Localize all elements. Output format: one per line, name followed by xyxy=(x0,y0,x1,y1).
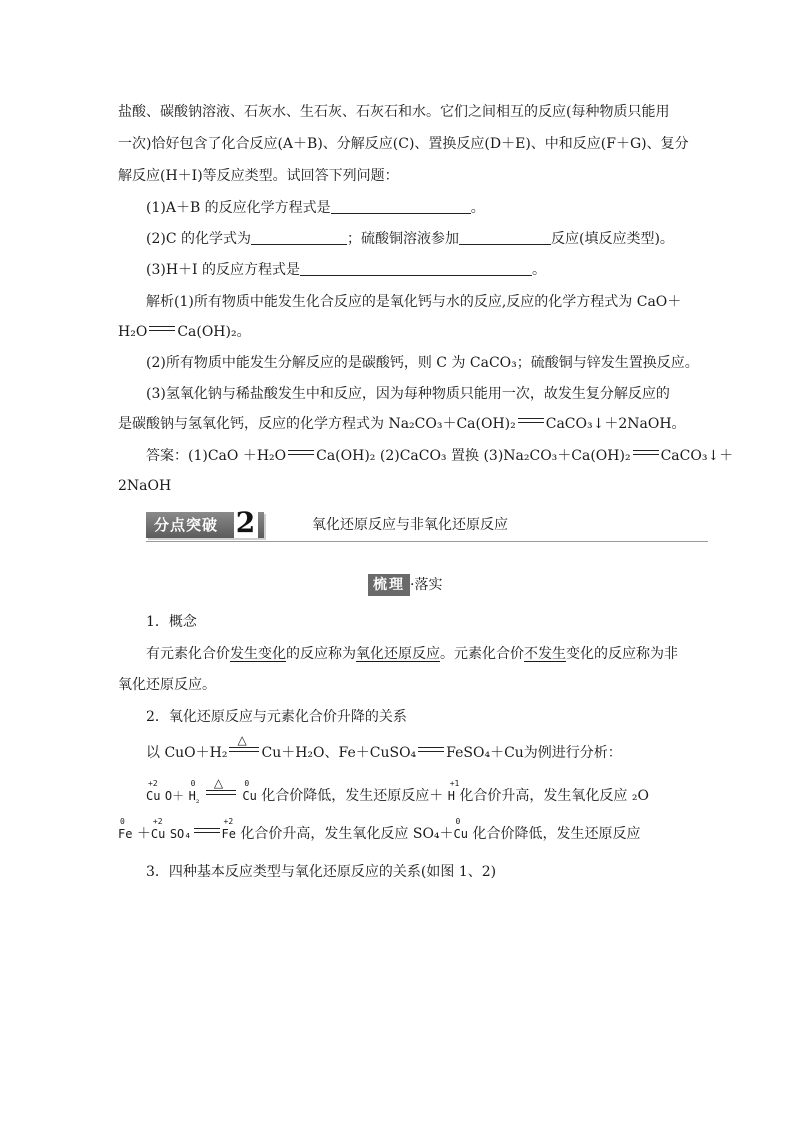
reaction-analysis-2 xyxy=(118,817,678,844)
fe-valence-0: 0 Fe xyxy=(118,817,133,841)
answer-mid: Ca(OH)₂ (2)CaCO₃ 置换 (3)Na₂CO₃＋Ca(OH)₂ xyxy=(316,448,631,464)
equals-sign xyxy=(194,825,220,837)
section-badge xyxy=(146,506,264,539)
concept-heading: 1．概念 xyxy=(146,614,197,630)
relation-example-suffix: FeSO₄＋Cu为例进行分析： xyxy=(446,745,622,761)
reaction-2-plus: ＋ xyxy=(136,826,151,842)
analysis-1b-right: Ca(OH)₂。 xyxy=(177,324,251,340)
concept-text-d: 变化的反应称为非 xyxy=(566,646,678,662)
concept-text-a: 有元素化合价 xyxy=(146,646,230,662)
heat-equals-sign xyxy=(206,776,236,799)
intro-line-3: 解反应(H＋I)等反应类型。试回答下列问题： xyxy=(118,168,399,184)
subsection-tag-box: 梳理 xyxy=(368,574,410,596)
subsection-tag xyxy=(368,574,442,596)
reaction-1-text: 化合价降低，发生还原反应＋ xyxy=(261,788,444,804)
analysis-1b-left: H₂O xyxy=(118,324,148,340)
relation-example-mid: Cu＋H₂O、Fe＋CuSO₄ xyxy=(261,745,417,761)
types-heading: 3．四种基本反应类型与氧化还原反应的关系(如图 1、2) xyxy=(146,864,497,880)
intro-line-2: 一次)恰好包含了化合反应(A＋B)、分解反应(C)、置换反应(D＋E)、中和反应(F＋G)、复分 xyxy=(118,136,689,152)
concept-underline-2: 氧化还原反应 xyxy=(356,646,440,662)
q1-answer-blank[interactable] xyxy=(331,199,471,214)
q2-answer-blank-2[interactable] xyxy=(459,230,551,245)
analysis-3b-right: CaCO₃↓＋2NaOH。 xyxy=(545,416,686,432)
intro-line-1: 盐酸、碳酸钠溶液、石灰水、生石灰、石灰石和水。它们之间相互的反应(每种物质只能用 xyxy=(118,104,670,120)
concept-paragraph xyxy=(146,644,706,664)
heat-equals-sign xyxy=(229,733,259,756)
section-divider xyxy=(146,541,708,542)
cu-valence-plus2: +2 Cu xyxy=(150,817,166,841)
concept-paragraph-cont: 氧化还原反应。 xyxy=(118,677,216,693)
q2-suffix: 反应(填反应类型)。 xyxy=(551,231,674,247)
q3-prefix: (3)H＋I 的反应方程式是 xyxy=(146,262,301,278)
reaction-2-text: 化合价升高，发生氧化反应 SO₄＋ xyxy=(240,826,454,842)
reaction-1-o: O＋ xyxy=(164,789,185,803)
h-subscript: ₂ xyxy=(195,796,200,806)
reaction-2-so4: SO₄ xyxy=(169,827,192,841)
q2-prefix: (2)C 的化学式为 xyxy=(146,231,251,247)
section-banner xyxy=(146,506,708,542)
q2-answer-blank-1[interactable] xyxy=(251,230,347,245)
analysis-3-cont xyxy=(118,414,686,434)
answer-left: 答案：(1)CaO ＋H₂O xyxy=(146,448,287,464)
cu-valence-0: 0 Cu xyxy=(242,779,257,803)
reaction-analysis-1 xyxy=(146,776,706,806)
concept-underline-1: 发生变化 xyxy=(230,646,286,662)
equals-sign xyxy=(288,447,314,459)
concept-text-c: 。元素化合价 xyxy=(440,646,524,662)
equals-sign xyxy=(518,415,544,427)
answer-line-2: 2NaOH xyxy=(118,478,172,494)
question-1 xyxy=(146,198,706,218)
section-title: 氧化还原反应与非氧化还原反应 xyxy=(312,517,508,533)
equals-sign xyxy=(633,447,659,459)
answer-right: CaCO₃↓＋ xyxy=(660,448,734,464)
analysis-1: 解析(1)所有物质中能发生化合反应的是氧化钙与水的反应,反应的化学方程式为 CaO＋ xyxy=(146,294,682,310)
relation-example xyxy=(146,733,706,763)
question-3 xyxy=(146,260,706,280)
cu-valence-plus2: +2 Cu xyxy=(146,779,161,803)
concept-text-b: 的反应称为 xyxy=(286,646,356,662)
reaction-1-text-2: 化合价升高，发生氧化反应 ₂O xyxy=(459,788,649,804)
relation-example-prefix: 以 CuO＋H₂ xyxy=(146,745,228,761)
section-badge-text: 分点突破 xyxy=(154,516,219,534)
relation-heading: 2．氧化还原反应与元素化合价升降的关系 xyxy=(146,709,407,725)
equals-sign xyxy=(418,744,444,756)
concept-underline-3: 不发生 xyxy=(524,646,566,662)
q3-suffix: 。 xyxy=(532,262,547,278)
answer-line xyxy=(146,446,734,466)
h-valence-0: 0 H xyxy=(188,779,196,803)
q2-mid: ；硫酸铜溶液参加 xyxy=(347,231,459,247)
heat-triangle-icon: △ xyxy=(213,776,224,790)
analysis-3b-left: 是碳酸钠与氢氧化钙，反应的化学方程式为 Na₂CO₃＋Ca(OH)₂ xyxy=(118,416,516,432)
reaction-2-text-2: 化合价降低，发生还原反应 xyxy=(472,826,641,842)
section-badge-number: 2 xyxy=(235,506,257,539)
fe-valence-plus2: +2 Fe xyxy=(221,817,236,841)
analysis-3: (3)氢氧化钠与稀盐酸发生中和反应，因为每种物质只能用一次，故发生复分解反应的 xyxy=(146,386,670,402)
analysis-2: (2)所有物质中能发生分解反应的是碳酸钙，则 C 为 CaCO₃；硫酸铜与锌发生置换反应。 xyxy=(146,355,699,371)
q1-suffix: 。 xyxy=(470,200,485,216)
analysis-1-cont xyxy=(118,322,678,342)
q3-answer-blank[interactable] xyxy=(300,261,532,276)
q1-prefix: (1)A＋B 的反应化学方程式是 xyxy=(146,200,331,216)
subsection-tag-rest: ·落实 xyxy=(410,577,443,593)
question-2 xyxy=(146,229,706,249)
equals-sign xyxy=(149,323,175,335)
heat-triangle-icon: △ xyxy=(237,733,247,747)
cu-valence-0: 0 Cu xyxy=(453,817,468,841)
h-valence-plus1: +1 H xyxy=(447,779,460,803)
